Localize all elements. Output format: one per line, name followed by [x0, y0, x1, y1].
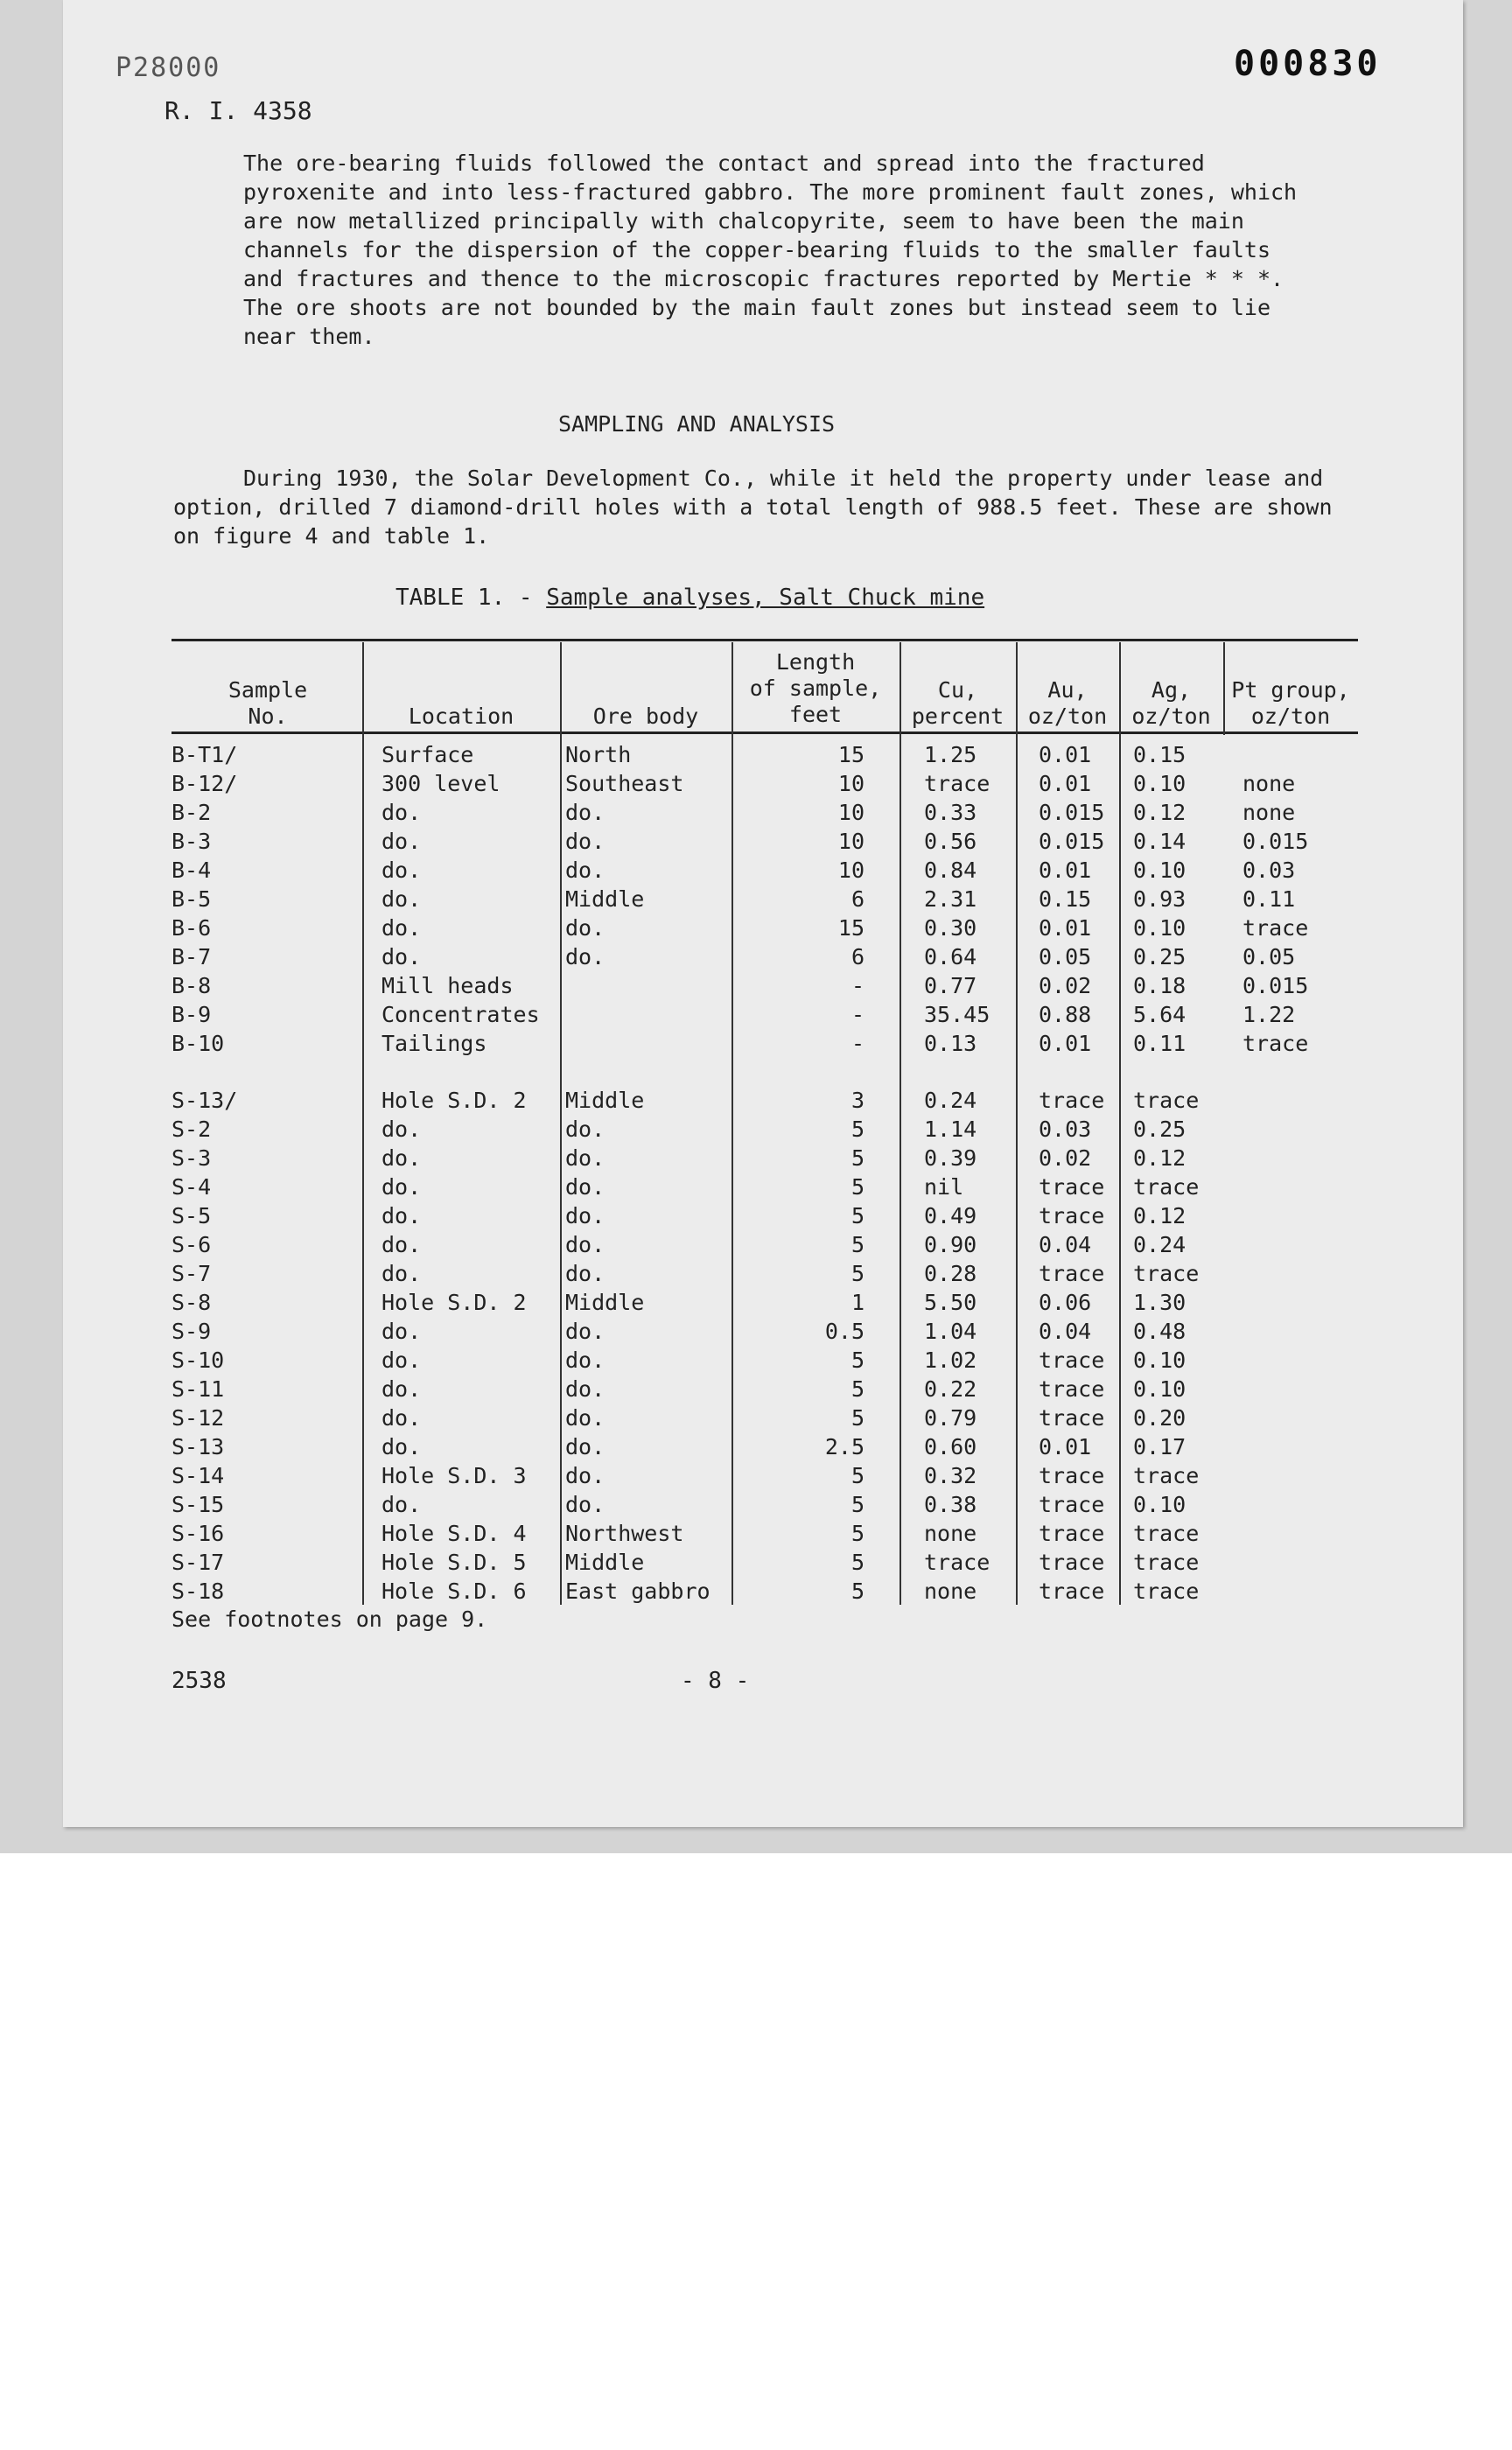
- cell-sample: S-9: [172, 1319, 212, 1344]
- cell-au: trace: [1039, 1174, 1105, 1200]
- cell-cu: 0.33: [924, 800, 977, 825]
- cell-length: 6: [850, 944, 864, 970]
- table-column-divider: [1016, 642, 1018, 1605]
- page-code: 2538: [172, 1668, 227, 1694]
- cell-cu: 0.39: [924, 1145, 977, 1171]
- cell-ore-body: do.: [565, 829, 606, 854]
- cell-sample: B-7: [172, 944, 212, 970]
- cell-length: 2.5: [824, 1434, 864, 1460]
- cell-cu: none: [924, 1578, 977, 1604]
- cell-ag: 0.10: [1133, 1376, 1186, 1402]
- cell-ag: 0.10: [1133, 771, 1186, 796]
- section-heading: SAMPLING AND ANALYSIS: [558, 411, 836, 437]
- cell-ore-body: Middle: [565, 1550, 645, 1575]
- cell-ag: 5.64: [1133, 1002, 1186, 1027]
- cell-cu: 0.90: [924, 1232, 977, 1257]
- cell-cu: 5.50: [924, 1290, 977, 1315]
- cell-location: do.: [382, 1145, 422, 1171]
- cell-sample: S-15: [172, 1492, 225, 1517]
- cell-cu: 1.25: [924, 742, 977, 767]
- cell-sample: B-4: [172, 858, 212, 883]
- page-number: - 8 -: [681, 1668, 750, 1694]
- cell-ag: 0.48: [1133, 1319, 1186, 1344]
- cell-length: 5: [850, 1203, 864, 1228]
- cell-cu: 0.60: [924, 1434, 977, 1460]
- cell-sample: B-9: [172, 1002, 212, 1027]
- cell-length: 10: [837, 771, 864, 796]
- cell-cu: 0.84: [924, 858, 977, 883]
- cell-pt: 0.03: [1242, 858, 1296, 883]
- cell-pt: 0.05: [1242, 944, 1296, 970]
- cell-au: 0.01: [1039, 742, 1092, 767]
- cell-au: trace: [1039, 1492, 1105, 1517]
- table-column-divider: [1119, 642, 1121, 1605]
- cell-location: do.: [382, 1348, 422, 1373]
- table-header-rule: [172, 732, 1358, 734]
- cell-length: 5: [850, 1261, 864, 1286]
- cell-pt: 1.22: [1242, 1002, 1296, 1027]
- cell-location: do.: [382, 1232, 422, 1257]
- cell-cu: 1.02: [924, 1348, 977, 1373]
- cell-ore-body: do.: [565, 1174, 606, 1200]
- cell-length: 5: [850, 1405, 864, 1431]
- cell-ag: 0.10: [1133, 1348, 1186, 1373]
- cell-length: 5: [850, 1348, 864, 1373]
- cell-ag: 0.25: [1133, 944, 1186, 970]
- cell-au: 0.88: [1039, 1002, 1092, 1027]
- cell-ore-body: do.: [565, 858, 606, 883]
- cell-ore-body: do.: [565, 1492, 606, 1517]
- cell-au: 0.04: [1039, 1319, 1092, 1344]
- table-top-rule: [172, 639, 1358, 641]
- table-header-ore-body: Ore body: [592, 704, 699, 729]
- cell-sample: S-12: [172, 1405, 225, 1431]
- cell-au: 0.015: [1039, 829, 1105, 854]
- cell-length: 5: [850, 1463, 864, 1488]
- cell-cu: 1.04: [924, 1319, 977, 1344]
- cell-location: do.: [382, 944, 422, 970]
- cell-ore-body: East gabbro: [565, 1578, 710, 1604]
- document-page: [63, 0, 1463, 1827]
- cell-location: Hole S.D. 6: [382, 1578, 527, 1604]
- cell-sample: S-8: [172, 1290, 212, 1315]
- cell-ore-body: North: [565, 742, 632, 767]
- cell-sample: B-12/: [172, 771, 238, 796]
- cell-pt: 0.015: [1242, 829, 1309, 854]
- cell-ag: 0.12: [1133, 1203, 1186, 1228]
- cell-sample: S-3: [172, 1145, 212, 1171]
- cell-ag: 0.12: [1133, 800, 1186, 825]
- cell-sample: S-2: [172, 1116, 212, 1142]
- cell-location: do.: [382, 1405, 422, 1431]
- cell-length: 5: [850, 1578, 864, 1604]
- cell-sample: S-14: [172, 1463, 225, 1488]
- table-column-divider: [560, 642, 562, 1605]
- cell-cu: 1.14: [924, 1116, 977, 1142]
- cell-ore-body: do.: [565, 1434, 606, 1460]
- cell-cu: 0.77: [924, 973, 977, 998]
- cell-au: trace: [1039, 1261, 1105, 1286]
- cell-ore-body: Middle: [565, 1290, 645, 1315]
- cell-au: trace: [1039, 1521, 1105, 1546]
- cell-ore-body: Northwest: [565, 1521, 684, 1546]
- cell-location: do.: [382, 1203, 422, 1228]
- cell-length: 10: [837, 829, 864, 854]
- table-header-location: Location: [408, 704, 514, 729]
- cell-ag: 1.30: [1133, 1290, 1186, 1315]
- cell-location: Hole S.D. 4: [382, 1521, 527, 1546]
- cell-cu: 0.38: [924, 1492, 977, 1517]
- cell-ag: trace: [1133, 1463, 1200, 1488]
- cell-length: 5: [850, 1174, 864, 1200]
- cell-ore-body: do.: [565, 1145, 606, 1171]
- cell-location: do.: [382, 1174, 422, 1200]
- cell-cu: 2.31: [924, 886, 977, 912]
- paragraph-ore-fluids: The ore-bearing fluids followed the contact and spread into the fractured pyroxenite and into less-fractured gabbro. The more prominent fault zones, which are now metallized principally with chalcopyrite, seem to have been the main channels for the dispersion of the copper-bearing fluids to the smaller faults and fractures and thence to the microscopic fractures reported by Mertie * * *. The ore shoots are not bounded by the main fault zones but instead seem to lie near them.: [243, 150, 1298, 349]
- cell-ag: trace: [1133, 1174, 1200, 1200]
- cell-ore-body: do.: [565, 1405, 606, 1431]
- table-title-prefix: TABLE 1. -: [396, 584, 547, 611]
- table-title: [396, 584, 984, 611]
- cell-location: do.: [382, 915, 422, 941]
- cell-sample: B-5: [172, 886, 212, 912]
- cell-ag: 0.10: [1133, 858, 1186, 883]
- cell-sample: B-2: [172, 800, 212, 825]
- cell-pt: 0.11: [1242, 886, 1296, 912]
- table-header-pt: Pt group, oz/ton: [1231, 677, 1350, 729]
- cell-au: 0.15: [1039, 886, 1092, 912]
- cell-au: trace: [1039, 1203, 1105, 1228]
- cell-ore-body: do.: [565, 1203, 606, 1228]
- report-reference: R. I. 4358: [164, 96, 312, 125]
- cell-sample: S-10: [172, 1348, 225, 1373]
- cell-location: do.: [382, 1376, 422, 1402]
- cell-ag: 0.25: [1133, 1116, 1186, 1142]
- corner-mark: P28000: [116, 52, 221, 83]
- cell-length: 5: [850, 1232, 864, 1257]
- cell-length: 1: [850, 1290, 864, 1315]
- cell-ag: 0.20: [1133, 1405, 1186, 1431]
- cell-location: Tailings: [382, 1031, 487, 1056]
- cell-cu: nil: [924, 1174, 964, 1200]
- cell-sample: S-5: [172, 1203, 212, 1228]
- cell-ore-body: Southeast: [565, 771, 684, 796]
- cell-length: 3: [850, 1088, 864, 1113]
- cell-ore-body: do.: [565, 800, 606, 825]
- cell-sample: B-3: [172, 829, 212, 854]
- cell-au: trace: [1039, 1376, 1105, 1402]
- cell-au: 0.01: [1039, 771, 1092, 796]
- paragraph-drilling: During 1930, the Solar Development Co., while it held the property under lease and option, drilled 7 diamond-drill holes with a total length of 988.5 feet. These are shown on figure 4 and table 1.: [173, 466, 1333, 549]
- cell-length: 5: [850, 1492, 864, 1517]
- cell-sample: S-6: [172, 1232, 212, 1257]
- cell-location: do.: [382, 1492, 422, 1517]
- cell-au: trace: [1039, 1550, 1105, 1575]
- cell-ore-body: do.: [565, 1232, 606, 1257]
- cell-length: 10: [837, 858, 864, 883]
- cell-ag: trace: [1133, 1550, 1200, 1575]
- cell-ore-body: do.: [565, 944, 606, 970]
- cell-ag: 0.10: [1133, 915, 1186, 941]
- cell-ag: trace: [1133, 1521, 1200, 1546]
- table-title-main: Sample analyses, Salt Chuck mine: [546, 584, 985, 611]
- cell-ag: trace: [1133, 1088, 1200, 1113]
- cell-au: 0.05: [1039, 944, 1092, 970]
- cell-pt: none: [1242, 771, 1296, 796]
- cell-length: 5: [850, 1521, 864, 1546]
- cell-au: trace: [1039, 1348, 1105, 1373]
- cell-location: Hole S.D. 3: [382, 1463, 527, 1488]
- cell-cu: none: [924, 1521, 977, 1546]
- cell-cu: trace: [924, 771, 990, 796]
- cell-ore-body: do.: [565, 1376, 606, 1402]
- cell-ore-body: do.: [565, 1319, 606, 1344]
- table-column-divider: [900, 642, 901, 1605]
- cell-au: trace: [1039, 1463, 1105, 1488]
- cell-ore-body: do.: [565, 1348, 606, 1373]
- cell-ag: 0.12: [1133, 1145, 1186, 1171]
- cell-sample: B-6: [172, 915, 212, 941]
- cell-location: do.: [382, 829, 422, 854]
- cell-length: 5: [850, 1376, 864, 1402]
- cell-au: 0.01: [1039, 915, 1092, 941]
- cell-location: Hole S.D. 2: [382, 1290, 527, 1315]
- cell-sample: S-7: [172, 1261, 212, 1286]
- table-header-length: Length of sample, feet: [749, 649, 882, 727]
- cell-sample: S-16: [172, 1521, 225, 1546]
- cell-location: Hole S.D. 2: [382, 1088, 527, 1113]
- cell-pt: 0.015: [1242, 973, 1309, 998]
- cell-cu: 0.79: [924, 1405, 977, 1431]
- cell-sample: S-11: [172, 1376, 225, 1402]
- cell-length: 0.5: [824, 1319, 864, 1344]
- cell-au: 0.06: [1039, 1290, 1092, 1315]
- table-header-au: Au, oz/ton: [1027, 677, 1108, 729]
- cell-location: Mill heads: [382, 973, 514, 998]
- cell-au: 0.01: [1039, 858, 1092, 883]
- cell-location: do.: [382, 886, 422, 912]
- cell-ag: 0.93: [1133, 886, 1186, 912]
- cell-sample: S-13/: [172, 1088, 238, 1113]
- cell-sample: B-T1/: [172, 742, 238, 767]
- table-header-cu: Cu, percent: [911, 677, 1004, 729]
- cell-ore-body: do.: [565, 915, 606, 941]
- cell-location: do.: [382, 1261, 422, 1286]
- footnote: See footnotes on page 9.: [172, 1606, 488, 1632]
- cell-ag: 0.10: [1133, 1492, 1186, 1517]
- cell-location: Hole S.D. 5: [382, 1550, 527, 1575]
- cell-length: 5: [850, 1116, 864, 1142]
- cell-ore-body: Middle: [565, 886, 645, 912]
- table-header-ag: Ag, oz/ton: [1131, 677, 1211, 729]
- cell-ore-body: do.: [565, 1116, 606, 1142]
- cell-au: 0.01: [1039, 1031, 1092, 1056]
- cell-sample: S-13: [172, 1434, 225, 1460]
- cell-location: 300 level: [382, 771, 500, 796]
- cell-cu: 35.45: [924, 1002, 990, 1027]
- stamp-number: 000830: [1234, 44, 1382, 84]
- cell-ag: 0.15: [1133, 742, 1186, 767]
- cell-au: trace: [1039, 1578, 1105, 1604]
- cell-location: do.: [382, 800, 422, 825]
- cell-length: -: [850, 973, 864, 998]
- table-column-divider: [362, 642, 364, 1605]
- cell-au: 0.015: [1039, 800, 1105, 825]
- cell-ag: trace: [1133, 1261, 1200, 1286]
- cell-au: trace: [1039, 1405, 1105, 1431]
- cell-au: 0.01: [1039, 1434, 1092, 1460]
- cell-sample: S-4: [172, 1174, 212, 1200]
- cell-ag: 0.14: [1133, 829, 1186, 854]
- cell-cu: 0.32: [924, 1463, 977, 1488]
- cell-location: do.: [382, 858, 422, 883]
- cell-au: 0.04: [1039, 1232, 1092, 1257]
- cell-cu: 0.56: [924, 829, 977, 854]
- cell-length: -: [850, 1031, 864, 1056]
- cell-ore-body: do.: [565, 1463, 606, 1488]
- cell-ore-body: do.: [565, 1261, 606, 1286]
- cell-cu: 0.22: [924, 1376, 977, 1402]
- cell-location: do.: [382, 1434, 422, 1460]
- cell-location: Concentrates: [382, 1002, 540, 1027]
- cell-cu: 0.13: [924, 1031, 977, 1056]
- cell-length: 15: [837, 915, 864, 941]
- cell-au: 0.02: [1039, 1145, 1092, 1171]
- cell-location: do.: [382, 1319, 422, 1344]
- cell-cu: 0.64: [924, 944, 977, 970]
- cell-ag: trace: [1133, 1578, 1200, 1604]
- cell-ag: 0.17: [1133, 1434, 1186, 1460]
- cell-ag: 0.11: [1133, 1031, 1186, 1056]
- cell-au: trace: [1039, 1088, 1105, 1113]
- cell-au: 0.03: [1039, 1116, 1092, 1142]
- table-header-sample: Sample No.: [228, 677, 308, 729]
- cell-length: 5: [850, 1145, 864, 1171]
- cell-sample: S-17: [172, 1550, 225, 1575]
- cell-au: 0.02: [1039, 973, 1092, 998]
- cell-cu: 0.28: [924, 1261, 977, 1286]
- cell-length: 15: [837, 742, 864, 767]
- cell-cu: trace: [924, 1550, 990, 1575]
- cell-ag: 0.18: [1133, 973, 1186, 998]
- cell-cu: 0.49: [924, 1203, 977, 1228]
- cell-ag: 0.24: [1133, 1232, 1186, 1257]
- cell-pt: none: [1242, 800, 1296, 825]
- cell-sample: B-10: [172, 1031, 225, 1056]
- cell-pt: trace: [1242, 1031, 1309, 1056]
- cell-cu: 0.30: [924, 915, 977, 941]
- cell-location: Surface: [382, 742, 474, 767]
- cell-sample: B-8: [172, 973, 212, 998]
- cell-length: -: [850, 1002, 864, 1027]
- cell-sample: S-18: [172, 1578, 225, 1604]
- cell-cu: 0.24: [924, 1088, 977, 1113]
- cell-pt: trace: [1242, 915, 1309, 941]
- cell-location: do.: [382, 1116, 422, 1142]
- cell-length: 10: [837, 800, 864, 825]
- cell-ore-body: Middle: [565, 1088, 645, 1113]
- cell-length: 6: [850, 886, 864, 912]
- cell-length: 5: [850, 1550, 864, 1575]
